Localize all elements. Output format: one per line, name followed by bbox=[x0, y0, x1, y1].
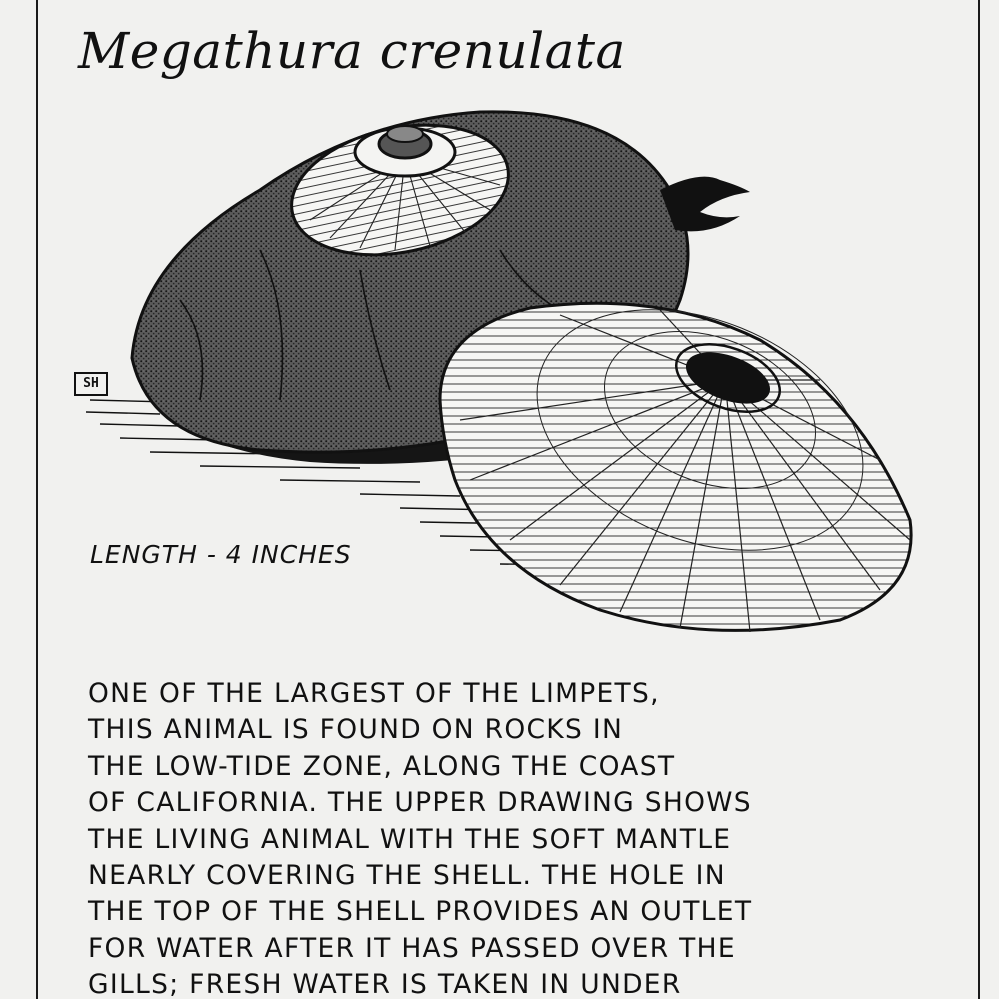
description-line: THIS ANIMAL IS FOUND ON ROCKS IN bbox=[88, 714, 624, 746]
description-line: THE LIVING ANIMAL WITH THE SOFT MANTLE bbox=[88, 823, 732, 855]
limpet-illustration bbox=[60, 100, 940, 660]
limpet-tentacles bbox=[660, 177, 750, 232]
description-line: NEARLY COVERING THE SHELL. THE HOLE IN bbox=[88, 860, 726, 892]
frame-right-border bbox=[978, 0, 980, 999]
description-line: THE LOW-TIDE ZONE, ALONG THE COAST bbox=[88, 750, 676, 782]
description-text bbox=[88, 676, 888, 999]
species-name: Megathura crenulata bbox=[78, 22, 626, 80]
description-line: THE TOP OF THE SHELL PROVIDES AN OUTLET bbox=[88, 896, 753, 928]
empty-shell bbox=[440, 303, 911, 630]
description-line: OF CALIFORNIA. THE UPPER DRAWING SHOWS bbox=[88, 787, 752, 819]
description-line: ONE OF THE LARGEST OF THE LIMPETS, bbox=[88, 678, 660, 709]
length-label: LENGTH - 4 INCHES bbox=[90, 540, 352, 569]
description-line: GILLS; FRESH WATER IS TAKEN IN UNDER bbox=[88, 969, 682, 999]
artist-signature: SH bbox=[74, 372, 108, 396]
frame-left-border bbox=[36, 0, 38, 999]
description-line: FOR WATER AFTER IT HAS PASSED OVER THE bbox=[88, 932, 736, 964]
